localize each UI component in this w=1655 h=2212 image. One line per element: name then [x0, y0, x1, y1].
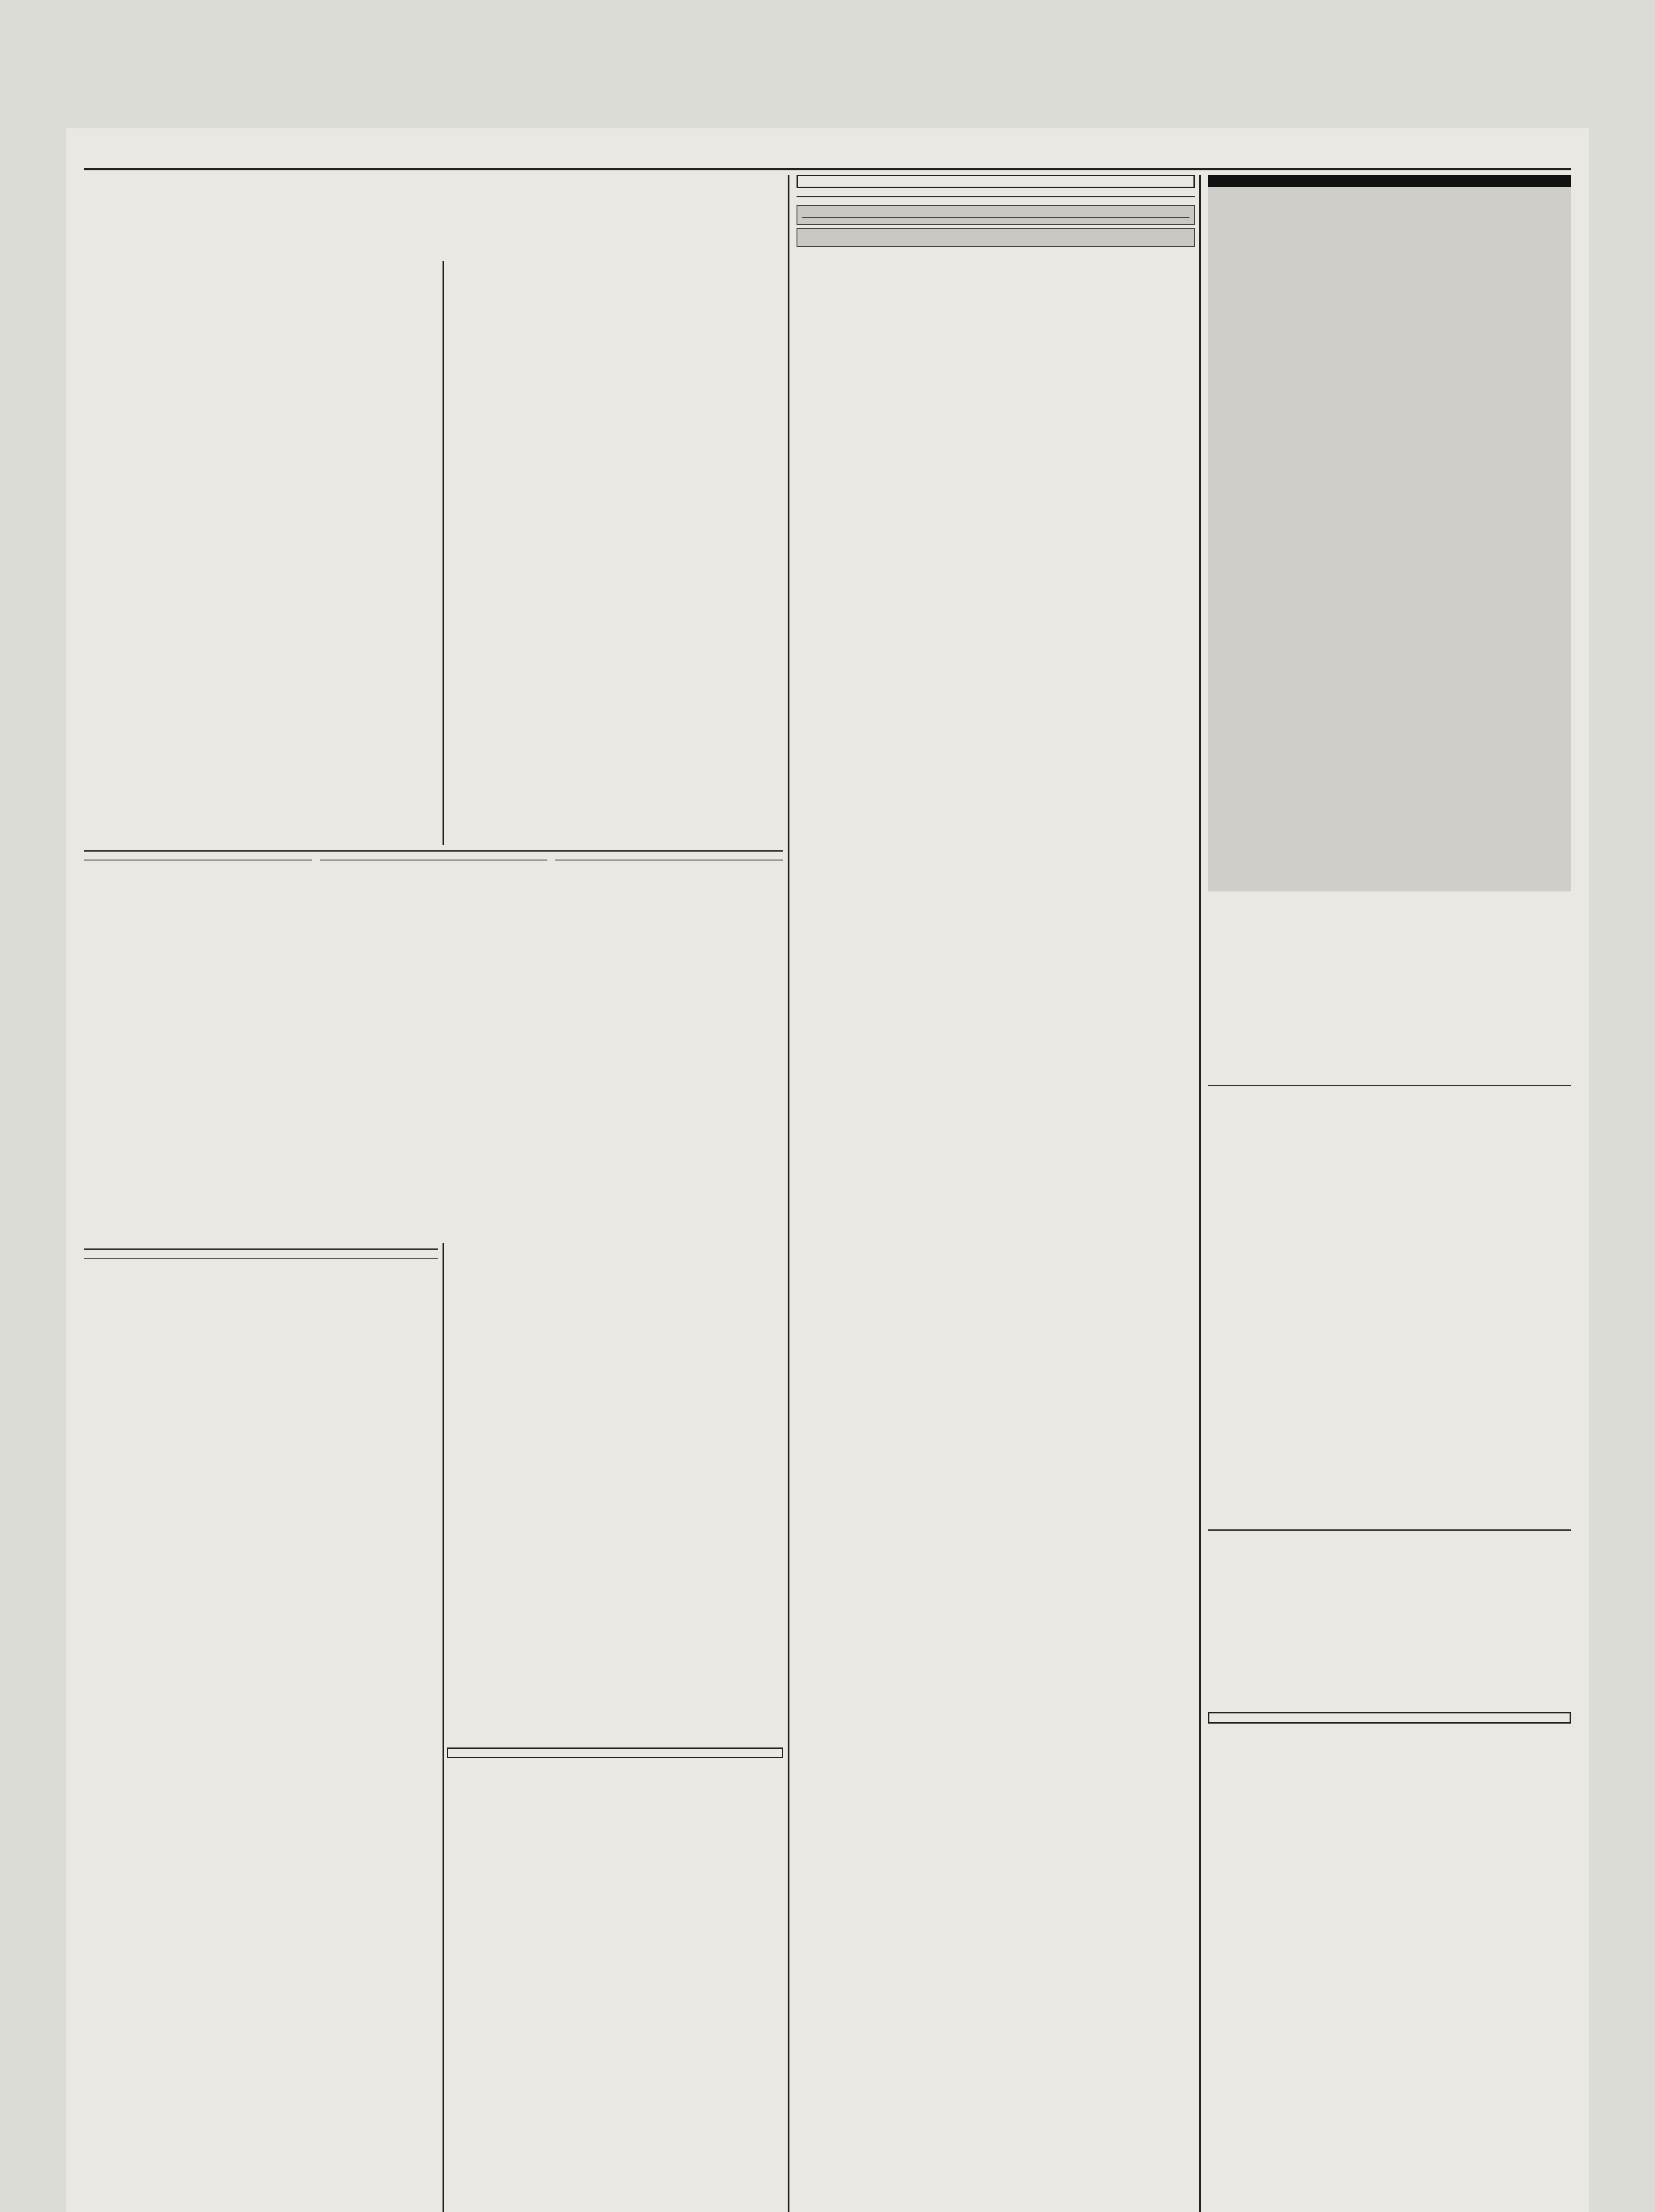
table-cell: [379, 1258, 438, 1259]
table-cell: [1112, 217, 1189, 218]
section-rule: [84, 1248, 438, 1250]
currency-row: [84, 1258, 438, 1259]
section-rule: [84, 850, 783, 852]
wiener-boerse-block: [1208, 1079, 1571, 1522]
vorgefallene-schluesse-block: [84, 845, 783, 1243]
running-header: [66, 135, 1589, 166]
table-cell: [143, 1258, 202, 1259]
prague-boerse-column: [84, 261, 438, 858]
ny-boerse-block: [447, 1747, 783, 2212]
waren-title-box: [1208, 1712, 1571, 1724]
section-rule: [1208, 1529, 1571, 1531]
table-cell: [1035, 217, 1112, 218]
table-cell: [84, 1258, 143, 1259]
anlagewerte-block: [1208, 894, 1571, 1079]
table-cell: [261, 1258, 320, 1259]
berliner-title: [1208, 175, 1571, 187]
table-cell: [202, 1258, 261, 1259]
warenmeldungen-block: [1208, 1712, 1571, 2212]
devisenkurse-prag-block: [84, 1243, 438, 1854]
prague-continued-column: [447, 261, 783, 845]
column-rule: [443, 261, 444, 845]
section-rule: [797, 196, 1195, 197]
column-rule: [1199, 175, 1201, 2212]
masthead-block: [84, 175, 766, 259]
baumwolle-ny-panel: [797, 205, 1195, 225]
staatsanleihen-block: [84, 1856, 438, 2212]
berliner-boerse-block: [1208, 175, 1571, 891]
baumwolle-no-panel: [797, 228, 1195, 247]
table-cell: [879, 217, 957, 218]
section-rule: [1208, 1085, 1571, 1086]
column-rule: [788, 175, 789, 2212]
kabelkurse-title-box: [797, 175, 1195, 188]
baumwolle-ny-table: [802, 217, 1189, 218]
table-cell: [802, 217, 879, 218]
table-cell: [320, 1258, 379, 1259]
commodities-column: [797, 175, 1195, 2212]
cotton-row: [802, 217, 1189, 218]
devisen-prag-table: [84, 1258, 438, 1259]
kc100-block: [1208, 1524, 1571, 1710]
column-rule: [443, 1243, 444, 2212]
ny-boerse-title-box: [447, 1747, 783, 1758]
table-cell: [957, 217, 1034, 218]
devisen-international-block: [447, 1243, 783, 1743]
header-rule: [84, 168, 1571, 170]
